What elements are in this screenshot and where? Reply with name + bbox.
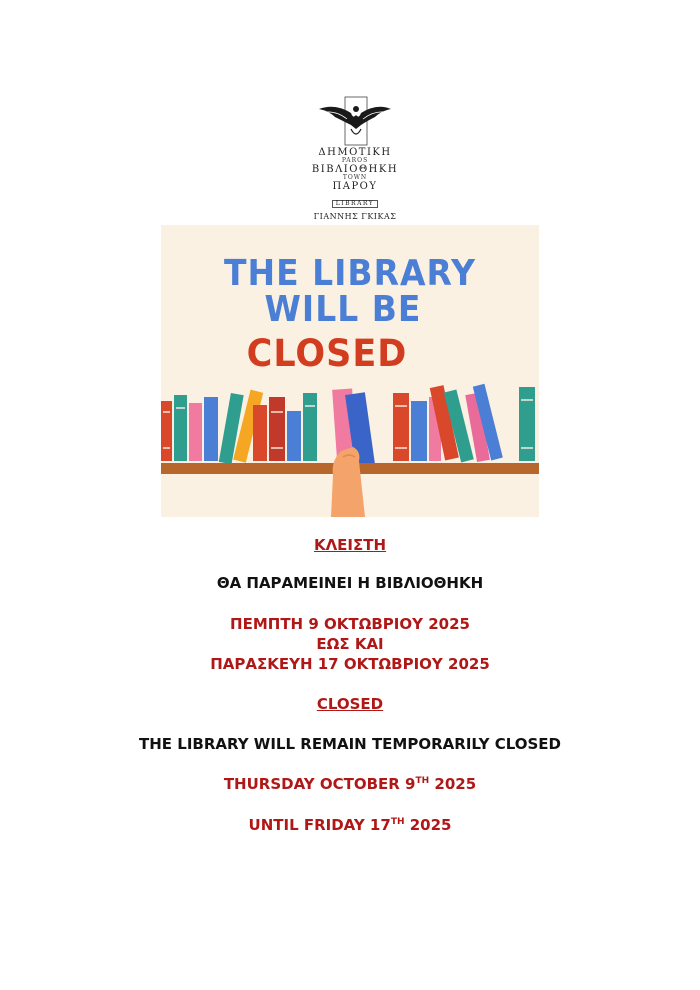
english-heading: CLOSED	[316, 695, 384, 713]
logo-line-demotiki: ΔΗΜΟΤΙΚΗ	[318, 147, 392, 158]
english-date-to: UNTIL FRIDAY 17TH 2025	[248, 816, 452, 834]
logo-line-vivliothiki: ΒΙΒΛΙΟΘΗΚΗ	[311, 164, 399, 175]
logo-line-paros: PAROS	[341, 157, 369, 164]
banner-line-2: WILL BE	[264, 287, 422, 330]
logo-line-library: LIBRARY	[332, 200, 378, 208]
closed-banner	[161, 225, 539, 517]
english-date-from: THURSDAY OCTOBER 9TH 2025	[223, 775, 477, 793]
greek-date-to: ΠΑΡΑΣΚΕΥΗ 17 ΟΚΤΩΒΡΙΟΥ 2025	[210, 655, 490, 673]
banner-line-3: CLOSED	[246, 332, 408, 376]
greek-until: ΕΩΣ ΚΑΙ	[316, 635, 384, 653]
banner-line-1: THE LIBRARY	[223, 251, 477, 294]
greek-heading: ΚΛΕΙΣΤΗ	[313, 536, 387, 554]
library-logo	[300, 95, 410, 221]
greek-date-from: ΠΕΜΠΤΗ 9 ΟΚΤΩΒΡΙΟΥ 2025	[230, 615, 470, 633]
english-sentence: THE LIBRARY WILL REMAIN TEMPORARILY CLOSED	[139, 735, 561, 753]
greek-sentence: ΘΑ ΠΑΡΑΜΕΙΝΕΙ Η ΒΙΒΛΙΟΘΗΚΗ	[216, 574, 484, 592]
phoenix-emblem-icon	[315, 95, 395, 147]
logo-line-town: TOWN	[342, 174, 368, 181]
logo-name: ΓΙΑΝΝΗΣ ΓΚΙΚΑΣ	[313, 212, 397, 221]
logo-line-parou: ΠΑΡΟΥ	[332, 181, 378, 192]
